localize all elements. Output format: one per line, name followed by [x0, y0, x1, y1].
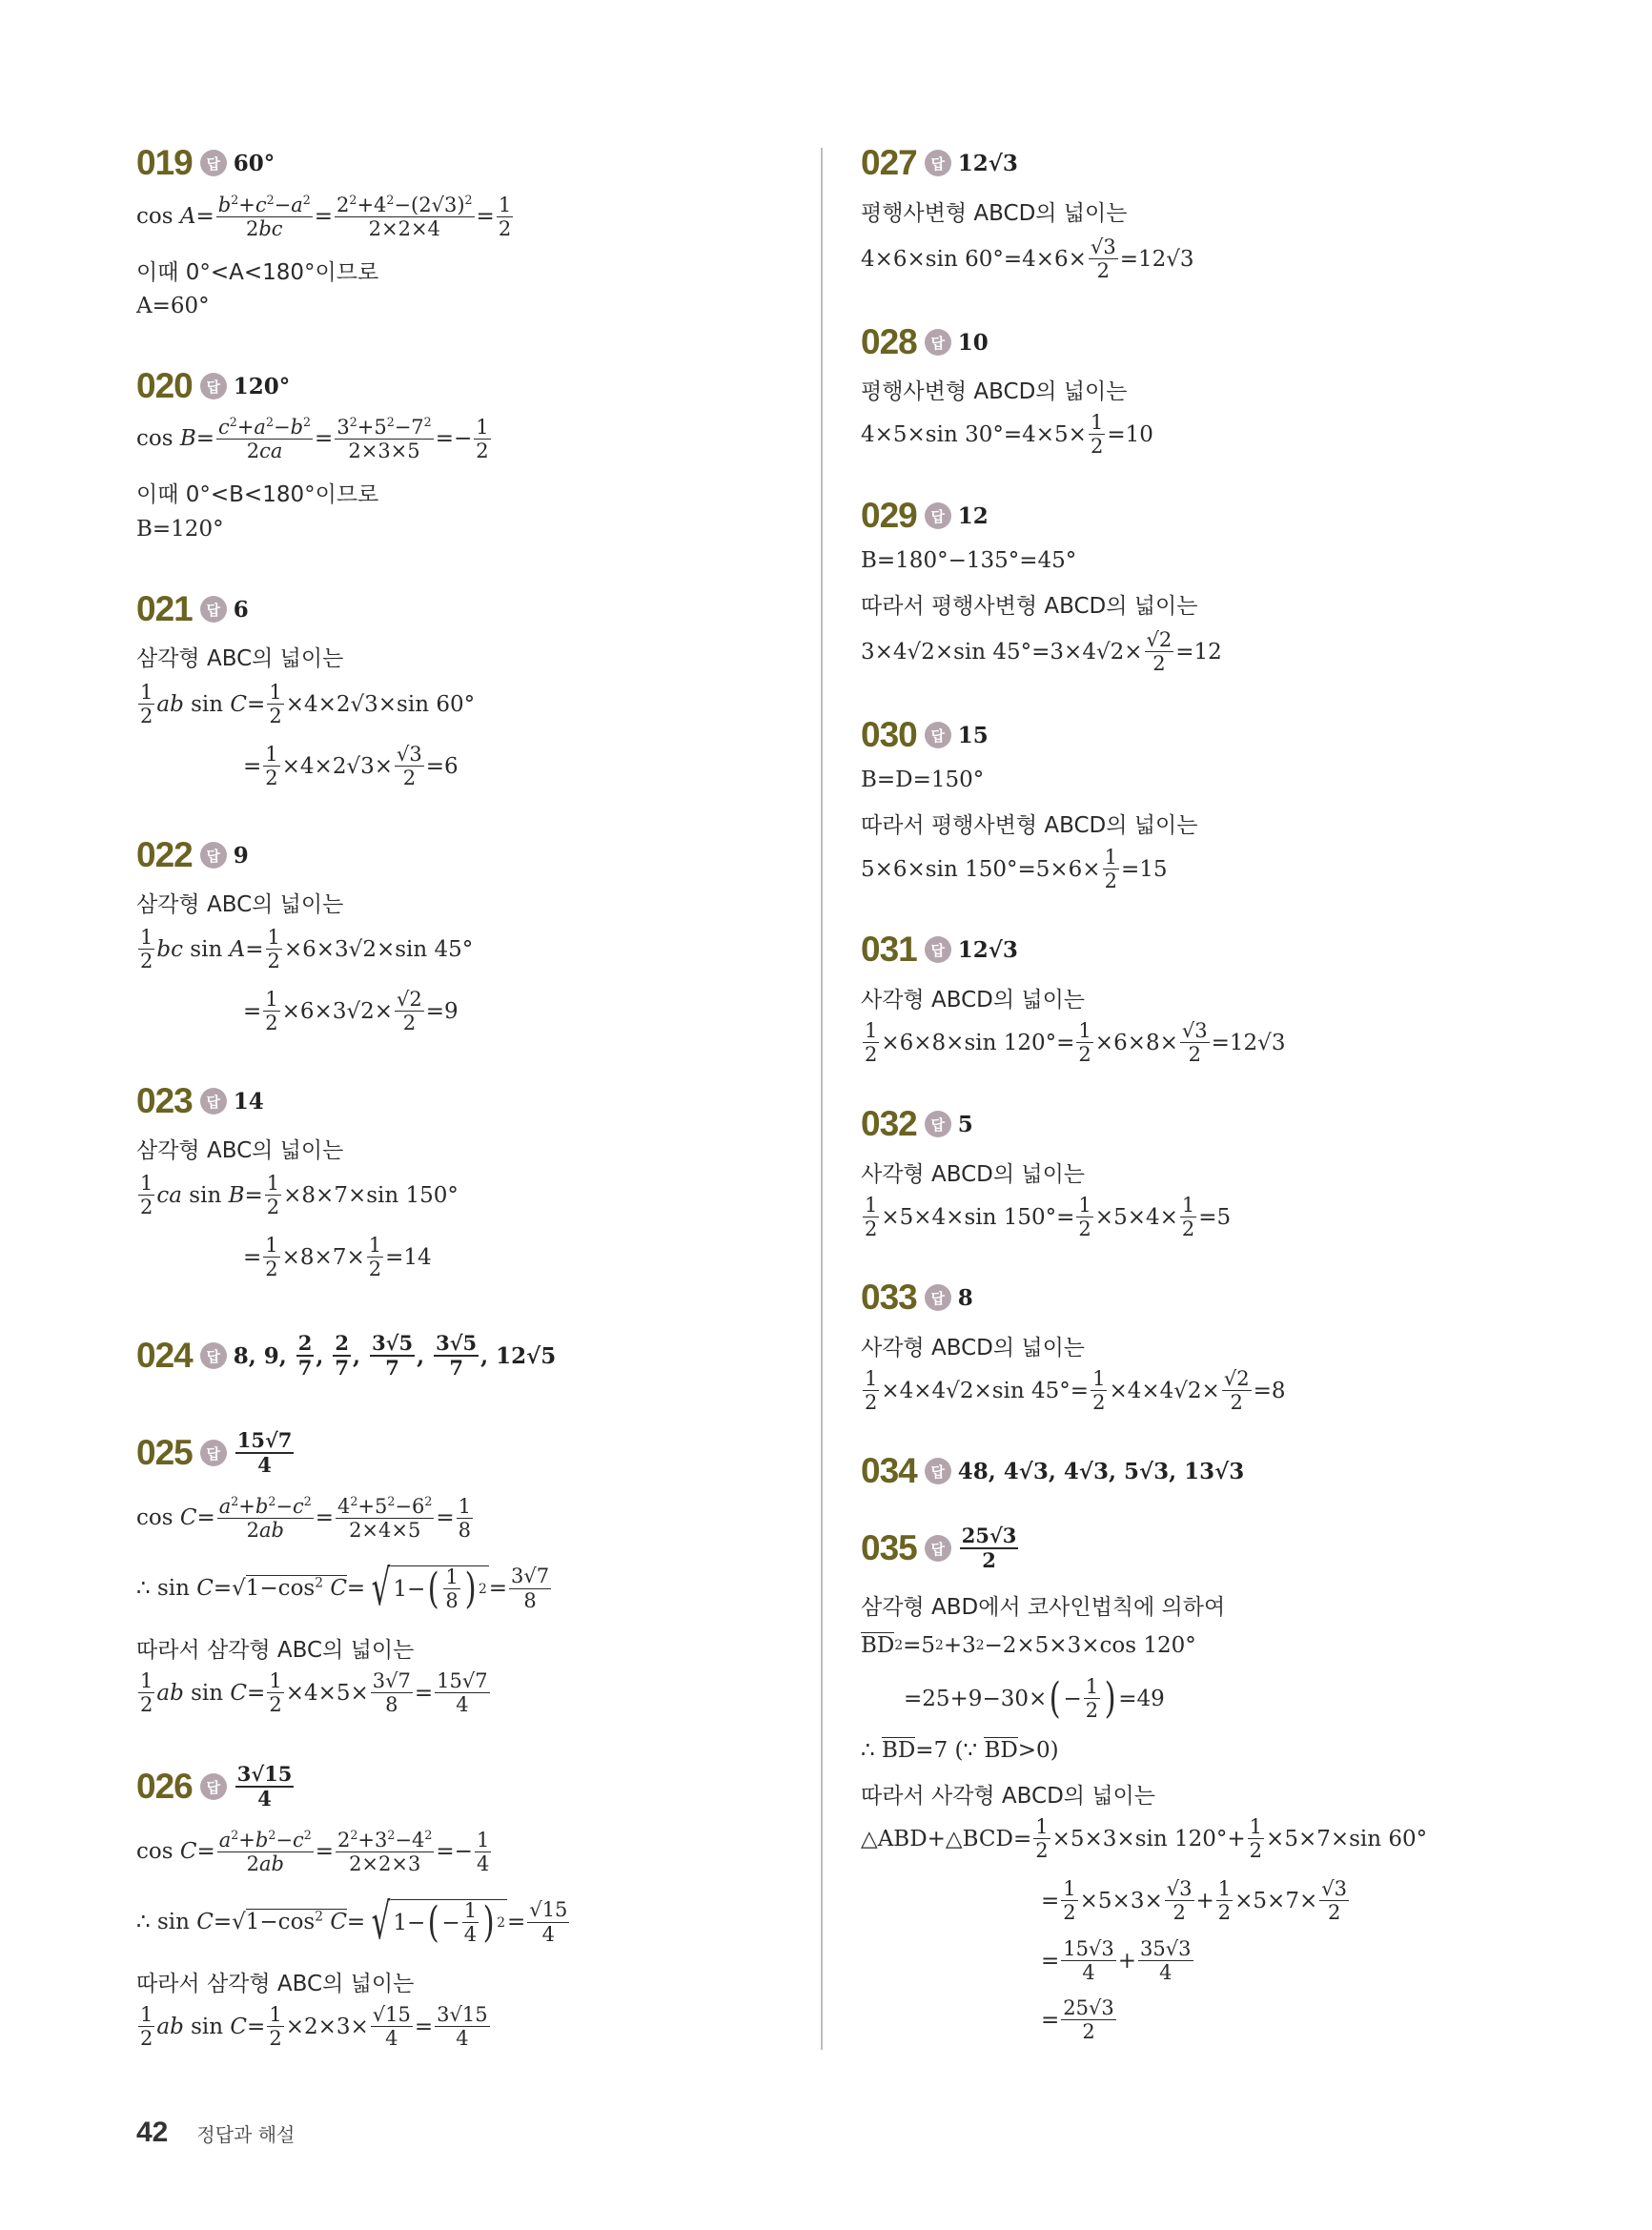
- problem-header: [861, 143, 1018, 183]
- text-line: 삼각형 ABD에서 코사인법칙에 의하여: [861, 1595, 1226, 1620]
- answer-badge: 답: [200, 373, 227, 399]
- answer-badge: 답: [925, 1111, 951, 1137]
- equation-line: = $\frac{15√3}{4}$ + $\frac{35√3}{4}$: [1041, 1937, 1192, 1985]
- equation-line: 3×4√2×sin 45°=3×4√2× $\frac{√2}{2}$ =12: [861, 628, 1222, 676]
- equation-line: $\frac{1}{2}$ ab sin C = $\frac{1}{2}$ ×4×5× $\frac{3√7}{8}$ = $\frac{15√7}{4}$: [140, 1669, 488, 1717]
- footer-label: 정답과 해설: [196, 2122, 296, 2146]
- text-line: 삼각형 ABC의 넓이는: [136, 646, 344, 671]
- answer: 15: [957, 722, 989, 748]
- answer: 14: [233, 1088, 264, 1115]
- equation-line: $\frac{1}{2}$ bc sin A = $\frac{1}{2}$ ×6×3√2×sin 45°: [140, 926, 474, 973]
- page-footer: [136, 2117, 295, 2149]
- answer-badge: 답: [925, 936, 951, 963]
- problem-header: [136, 366, 290, 406]
- equation-line: cos C = $\frac{a^2+b^2-c^2}{2ab}$ = $\frac{2^2+3^2-4^2}{2\times 2\times 3}$ =− $\frac{1}{4}$: [136, 1828, 490, 1876]
- equation-line: cos C = $\frac{a^2+b^2-c^2}{2ab}$ = $\frac{4^2+5^2-6^2}{2\times 4\times 5}$ = $\frac{1}{8}$: [136, 1494, 472, 1543]
- problem-header: [861, 930, 1018, 970]
- problem-header: [136, 1764, 296, 1810]
- text-line: B=180°−135°=45°: [861, 548, 1077, 573]
- text-line: 사각형 ABCD의 넓이는: [861, 988, 1086, 1013]
- equation-line: = $\frac{1}{2}$ ×4×2√3× $\frac{√3}{2}$ =6: [243, 743, 459, 790]
- equation-line: $\frac{1}{2}$ ab sin C = $\frac{1}{2}$ ×2×3× $\frac{√15}{4}$ = $\frac{3√15}{4}$: [140, 2003, 488, 2051]
- problem-number: 024: [136, 1336, 193, 1376]
- text-line: 이때 0°<B<180°이므로: [136, 482, 379, 507]
- text-line: 삼각형 ABC의 넓이는: [136, 892, 344, 917]
- problem-number: 022: [136, 835, 193, 874]
- answer-badge: 답: [200, 1342, 227, 1369]
- equation-line: 4×5×sin 30°=4×5× $\frac{1}{2}$ =10: [861, 411, 1153, 459]
- equation-line: △ABD+△BCD= $\frac{1}{2}$ ×5×3×sin 120°+ $\frac{1}{2}$ ×5×7×sin 60°: [861, 1815, 1428, 1863]
- equation-line: $\frac{1}{2}$ ×6×8×sin 120°= $\frac{1}{2}$ ×6×8× $\frac{√3}{2}$ =12√3: [865, 1019, 1286, 1067]
- answer: $\frac{15√7}{4}$: [236, 1428, 293, 1478]
- equation-line: =25+9−30× ( − $\frac{1}{2}$ ) =49: [904, 1673, 1165, 1723]
- equation-line: = $\frac{1}{2}$ ×6×3√2× $\frac{√2}{2}$ =9: [243, 988, 459, 1035]
- equation-line: = $\frac{25√3}{2}$: [1041, 1996, 1114, 2044]
- answer-badge: 답: [200, 1773, 227, 1800]
- equation-line: $\frac{1}{2}$ ab sin C = $\frac{1}{2}$ ×4×2√3×sin 60°: [140, 681, 476, 728]
- problem-header: [136, 1081, 264, 1121]
- problem-number: 026: [136, 1767, 193, 1807]
- problem-number: 031: [861, 930, 917, 969]
- answer: 6: [233, 596, 249, 623]
- answer-badge: 답: [925, 1535, 951, 1562]
- problem-header: [136, 143, 275, 183]
- text-line: B=D=150°: [861, 767, 985, 792]
- problem-header: [861, 715, 989, 755]
- problem-number: 033: [861, 1278, 917, 1317]
- problem-number: 028: [861, 322, 917, 361]
- equation-line: ∴ BD =7 (∵ BD >0): [861, 1737, 1059, 1763]
- answer: $\frac{25√3}{2}$: [961, 1524, 1017, 1573]
- problem-number: 020: [136, 366, 193, 405]
- answer-badge: 답: [925, 1284, 951, 1311]
- problem-number: 025: [136, 1433, 193, 1473]
- equation-line: $\frac{1}{2}$ ca sin B = $\frac{1}{2}$ ×8×7×sin 150°: [140, 1172, 459, 1219]
- answer-badge: 답: [200, 596, 227, 623]
- problem-header: [136, 1430, 296, 1476]
- equation-line: 5×6×sin 150°=5×6× $\frac{1}{2}$ =15: [861, 846, 1168, 893]
- answer-badge: 답: [200, 842, 227, 869]
- equation-line: cos A = $\frac{b^2+c^2-a^2}{2bc}$ = $\frac{2^2+4^2-(2√3)^2}{2\times 2\times 4}$ = $\frac{1}{2}$: [136, 193, 512, 241]
- answer: 5: [957, 1111, 973, 1137]
- problem-number: 023: [136, 1081, 193, 1120]
- text-line: 따라서 평행사변형 ABCD의 넓이는: [861, 813, 1198, 838]
- answer: 120°: [233, 373, 291, 399]
- problem-number: 032: [861, 1104, 917, 1143]
- answer-badge: 답: [200, 1440, 227, 1466]
- answer-badge: 답: [925, 150, 951, 176]
- answer-badge: 답: [200, 1088, 227, 1115]
- answer: 8, 9, $\frac{2}{7}$ , $\frac{2}{7}$ , $\frac{3√5}{7}$ , $\frac{3√5}{7}$ , 12√5: [233, 1331, 557, 1381]
- text-line: 따라서 삼각형 ABC의 넓이는: [136, 1972, 415, 1996]
- equation-line: $\frac{1}{2}$ ×5×4×sin 150°= $\frac{1}{2}$ ×5×4× $\frac{1}{2}$ =5: [865, 1194, 1232, 1241]
- answer-badge: 답: [925, 329, 951, 356]
- answer: 12√3: [957, 936, 1018, 963]
- problem-header: [861, 1278, 973, 1318]
- text-line: 삼각형 ABC의 넓이는: [136, 1138, 344, 1163]
- problem-number: 021: [136, 589, 193, 628]
- equation-line: = $\frac{1}{2}$ ×5×3× $\frac{√3}{2}$ + $\frac{1}{2}$ ×5×7× $\frac{√3}{2}$: [1041, 1877, 1347, 1925]
- equation-line: $\frac{1}{2}$ ×4×4√2×sin 45°= $\frac{1}{2}$ ×4×4√2× $\frac{√2}{2}$ =8: [865, 1367, 1286, 1415]
- text-line: 평행사변형 ABCD의 넓이는: [861, 379, 1128, 404]
- equation-line: = $\frac{1}{2}$ ×8×7× $\frac{1}{2}$ =14: [243, 1234, 432, 1281]
- answer: $\frac{3√15}{4}$: [236, 1762, 293, 1811]
- problem-header: [136, 835, 249, 875]
- answer: 12: [957, 502, 989, 529]
- problem-header: [861, 1451, 1244, 1491]
- problem-header: [861, 1525, 1020, 1571]
- problem-number: 035: [861, 1528, 917, 1568]
- answer-badge: 답: [925, 1458, 951, 1484]
- problem-number: 029: [861, 496, 917, 535]
- problem-header: [136, 589, 249, 629]
- problem-header: [861, 322, 989, 362]
- answer: 60°: [233, 150, 275, 176]
- text-line: 따라서 평행사변형 ABCD의 넓이는: [861, 594, 1198, 619]
- answer-badge: 답: [200, 150, 227, 176]
- answer-badge: 답: [925, 502, 951, 529]
- answer: 10: [957, 329, 989, 356]
- problem-number: 030: [861, 715, 917, 754]
- problem-header: [136, 1333, 556, 1379]
- text-line: 평행사변형 ABCD의 넓이는: [861, 201, 1128, 226]
- answer: 9: [233, 842, 249, 869]
- equation-line: ∴ sin C =√ $1-\cos^2$ C = √ 1− ( − $\frac{1}{4}$ ) 2 = $\frac{√15}{4}$: [136, 1893, 568, 1951]
- problem-header: [861, 496, 989, 536]
- equation-line: BD 2 =5 2 +3 2 −2×5×3×cos 120°: [861, 1632, 1196, 1658]
- equation-line: cos B = $\frac{c^2+a^2-b^2}{2ca}$ = $\frac{3^2+5^2-7^2}{2\times 3\times 5}$ =− $\frac{1}{2}$: [136, 415, 489, 463]
- answer-suffix: 12√5: [496, 1342, 557, 1369]
- answer: 48, 4√3, 4√3, 5√3, 13√3: [957, 1458, 1245, 1484]
- problem-number: 034: [861, 1451, 917, 1490]
- text-line: 따라서 삼각형 ABC의 넓이는: [136, 1638, 415, 1663]
- text-line: A=60°: [136, 294, 210, 318]
- problem-header: [861, 1104, 973, 1144]
- column-divider: [821, 148, 823, 2050]
- text-line: 따라서 사각형 ABCD의 넓이는: [861, 1784, 1155, 1809]
- equation-line: 4×6×sin 60°=4×6× $\frac{√3}{2}$ =12√3: [861, 235, 1194, 283]
- answer: 8: [957, 1284, 973, 1311]
- text-line: 사각형 ABCD의 넓이는: [861, 1162, 1086, 1187]
- text-line: 사각형 ABCD의 넓이는: [861, 1336, 1086, 1361]
- text-line: B=120°: [136, 517, 224, 542]
- answer-badge: 답: [925, 722, 951, 748]
- page-number: 42: [136, 2117, 169, 2148]
- equation-line: ∴ sin C =√ $1-\cos^2$ C = √ 1− ( $\frac{1}{8}$ ) 2 = $\frac{3√7}{8}$: [136, 1560, 550, 1617]
- answer-prefix: 8, 9,: [233, 1342, 287, 1369]
- text-line: 이때 0°<A<180°이므로: [136, 260, 379, 285]
- answer: 12√3: [957, 150, 1018, 176]
- problem-number: 027: [861, 143, 917, 182]
- problem-number: 019: [136, 143, 193, 182]
